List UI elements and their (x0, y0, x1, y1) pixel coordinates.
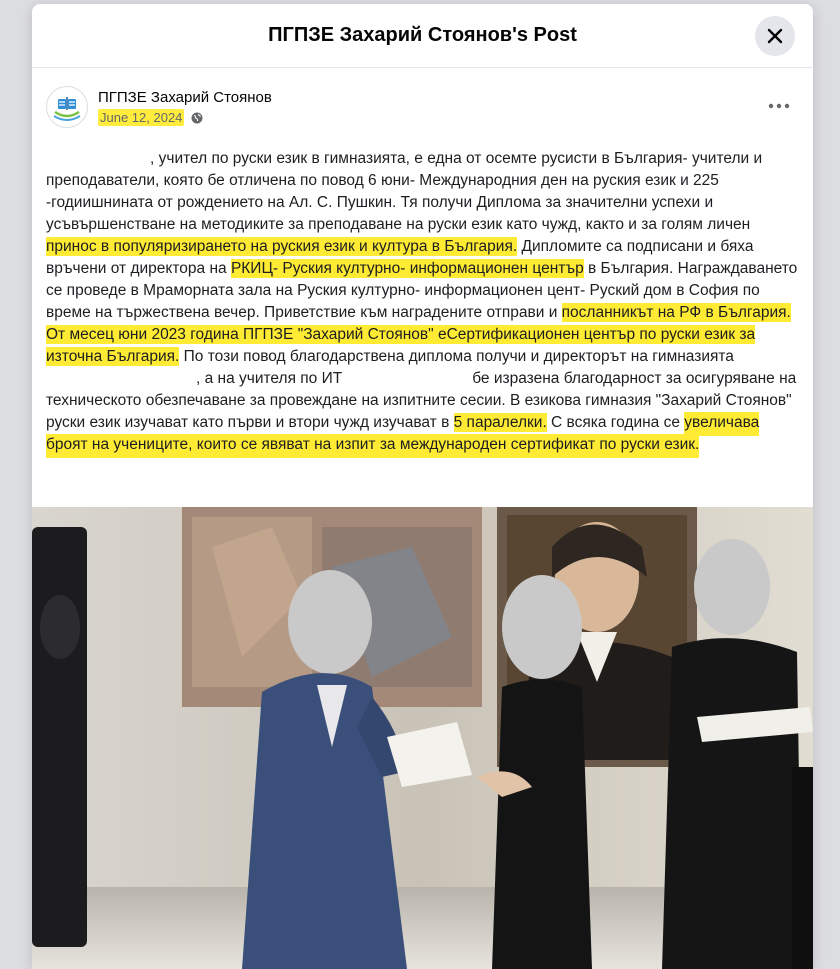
more-options-button[interactable] (767, 94, 791, 118)
highlighted-text: От месец юни 2023 година ПГПЗЕ "Захарий Стоянов" е (46, 326, 447, 343)
avatar[interactable] (46, 86, 88, 128)
modal-title: ПГПЗЕ Захарий Стоянов's Post (268, 24, 577, 46)
post-text-part: и (548, 304, 562, 321)
highlighted-text: 5 паралелки. (453, 414, 547, 431)
post-text-part: Дипломите са подписани и бяха връчени от директора на (46, 238, 754, 277)
close-button[interactable] (755, 16, 795, 56)
school-logo-icon (50, 90, 84, 124)
ceremony-photo (32, 507, 813, 969)
highlighted-text: принос в популяризирането на руския език и култура в България. (46, 238, 518, 255)
post-text-part: в (441, 414, 454, 431)
post-date[interactable]: June 12, 2024 (100, 110, 183, 125)
highlighted-text: посланникът на РФ в България. (561, 304, 791, 321)
post-text-part: бе изразена благодарност за осигуряване на техническото обезпечаване за провеждане на изпитните сесии. В езикова гимназия "Захарий Стоянов" руски език изучават като първи и втори чужд изучават (46, 370, 797, 431)
post-photo[interactable] (32, 507, 813, 969)
post-text (32, 128, 813, 456)
close-icon (767, 28, 783, 44)
post-text-part: , а на учителя по ИТ (196, 370, 343, 387)
post-text-part: , учител по руски език в гимназията, е една от осемте русисти в България- учители и преподаватели, която бе отличена по повод 6 юни- Международния ден на руския език и 225 -годиишнината от рождението на Ал. С. Пушкин. Тя получи Диплома за значителни успехи и усъвършенстване на методиките за преподаване на руски език като чужд, както и за голям личен (46, 150, 763, 233)
highlighted-text: РКИЦ- Руския културно- информационен център (230, 260, 584, 277)
post-header (32, 68, 813, 128)
post-text-part: По този повод благодарствена диплома получи и директорът на гимназията (179, 348, 734, 365)
post-meta (98, 109, 272, 126)
post-text-part: в България. Награждаването се проведе в Мраморната зала на Руския културно- информационен цент- Руский дом в София по време на тържествена вечер. Приветствие към наградените отправи (46, 260, 798, 321)
author-name[interactable]: ПГПЗЕ Захарий Стоянов (98, 89, 272, 106)
post-modal (32, 4, 813, 969)
more-icon (768, 103, 790, 109)
modal-header (32, 4, 813, 68)
highlighted-text: увеличава броят на учениците, които се явяват на изпит за международен сертификат по руски език. (46, 412, 759, 458)
post-text-part: С всяка година се (546, 414, 685, 431)
author-block (98, 86, 272, 126)
highlighted-text: Сертификационен център по руски език за източна България. (46, 326, 756, 365)
globe-icon (191, 112, 203, 124)
